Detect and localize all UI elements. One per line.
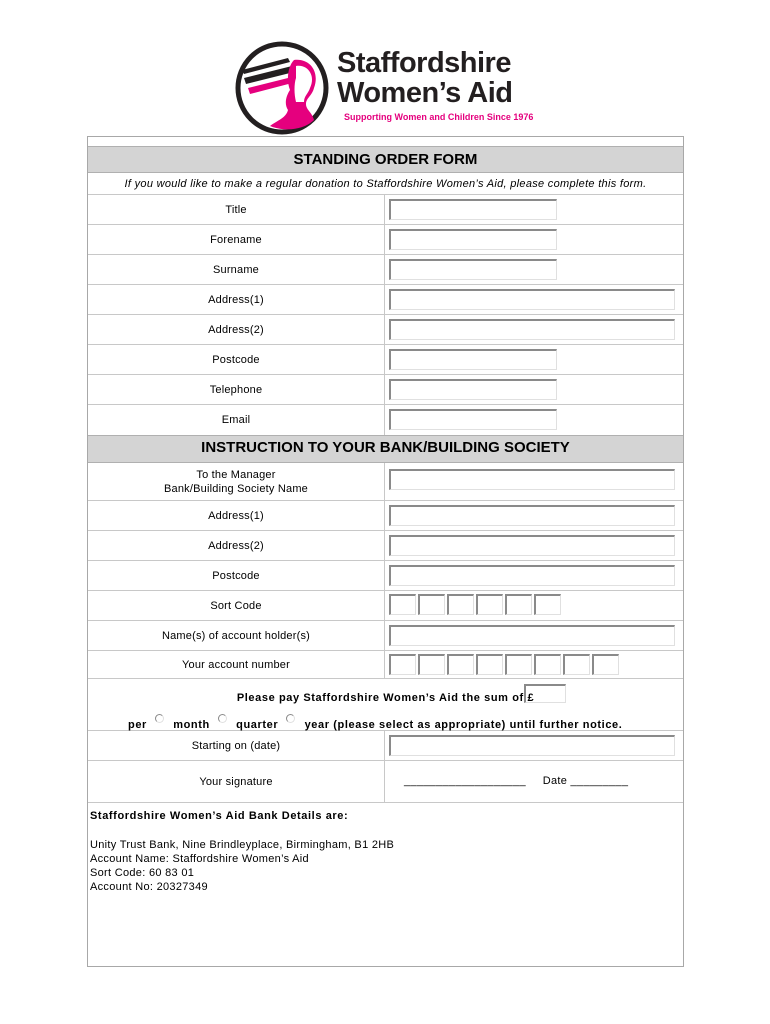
account-number-row: [88, 651, 683, 679]
starting-date-field[interactable]: [389, 735, 675, 756]
account-number-digit[interactable]: [563, 654, 590, 675]
email-field[interactable]: [389, 409, 557, 430]
quarter-label: quarter: [236, 719, 279, 731]
year-label: year (please select as appropriate) until further notice.: [304, 719, 623, 731]
bank-name-row: [88, 463, 683, 501]
bank-name-label-line1: To the Manager: [196, 468, 276, 481]
surname-label: Surname: [88, 255, 385, 284]
forename-label: Forename: [88, 225, 385, 254]
address2-row: [88, 315, 683, 345]
year-radio[interactable]: [286, 714, 295, 723]
standing-order-form: [87, 136, 684, 967]
account-number-label: Your account number: [88, 651, 385, 678]
bank-postcode-row: [88, 561, 683, 591]
sort-code-digit[interactable]: [476, 594, 503, 615]
surname-row: [88, 255, 683, 285]
telephone-row: [88, 375, 683, 405]
date-blank[interactable]: Date _________: [542, 775, 629, 787]
account-number-digit[interactable]: [447, 654, 474, 675]
bank-address2-field[interactable]: [389, 535, 675, 556]
signature-date-line: [404, 775, 628, 787]
account-holders-field[interactable]: [389, 625, 675, 646]
sort-code-digit[interactable]: [534, 594, 561, 615]
form-title: STANDING ORDER FORM: [88, 146, 683, 173]
sort-code-row: [88, 591, 683, 621]
bank-name-label-line2: Bank/Building Society Name: [164, 482, 308, 495]
bank-address1-label: Address(1): [88, 501, 385, 530]
bank-details: [90, 809, 394, 894]
sort-code-digit[interactable]: [418, 594, 445, 615]
account-number-digit[interactable]: [534, 654, 561, 675]
forename-row: [88, 225, 683, 255]
email-row: [88, 405, 683, 435]
forename-field[interactable]: [389, 229, 557, 250]
address1-field[interactable]: [389, 289, 675, 310]
title-row: [88, 195, 683, 225]
postcode-label: Postcode: [88, 345, 385, 374]
sort-code-digit[interactable]: [505, 594, 532, 615]
starting-date-row: [88, 731, 683, 761]
sort-code-boxes: [389, 594, 563, 615]
email-label: Email: [88, 405, 385, 435]
bank-details-account-no: Account No: 20327349: [90, 881, 208, 893]
per-label: per: [128, 719, 147, 731]
account-number-digit[interactable]: [418, 654, 445, 675]
bank-postcode-field[interactable]: [389, 565, 675, 586]
surname-field[interactable]: [389, 259, 557, 280]
signature-row: [88, 761, 683, 803]
logo-name-line2: Women’s Aid: [337, 77, 513, 109]
bank-address2-label: Address(2): [88, 531, 385, 560]
title-label: Title: [88, 195, 385, 224]
signature-label: Your signature: [88, 761, 385, 802]
sort-code-digit[interactable]: [389, 594, 416, 615]
account-number-digit[interactable]: [476, 654, 503, 675]
form-intro: If you would like to make a regular donation to Staffordshire Women’s Aid, please complete this form.: [88, 173, 683, 195]
account-number-digit[interactable]: [505, 654, 532, 675]
bank-postcode-label: Postcode: [88, 561, 385, 590]
telephone-field[interactable]: [389, 379, 557, 400]
address1-label: Address(1): [88, 285, 385, 314]
bank-details-account-name: Account Name: Staffordshire Women’s Aid: [90, 853, 309, 865]
address2-field[interactable]: [389, 319, 675, 340]
account-holders-row: [88, 621, 683, 651]
sort-code-label: Sort Code: [88, 591, 385, 620]
quarter-radio[interactable]: [218, 714, 227, 723]
payment-amount-text: Please pay Staffordshire Women’s Aid the sum of £: [236, 692, 535, 704]
payment-amount-field[interactable]: [524, 684, 566, 703]
logo-tagline: Supporting Women and Children Since 1976: [344, 112, 534, 122]
bank-details-bank: Unity Trust Bank, Nine Brindleyplace, Birmingham, B1 2HB: [90, 839, 395, 851]
payment-instruction: [88, 679, 683, 731]
logo-wordmark: [337, 48, 513, 108]
account-number-digit[interactable]: [389, 654, 416, 675]
postcode-field[interactable]: [389, 349, 557, 370]
bank-name-field[interactable]: [389, 469, 675, 490]
starting-date-label: Starting on (date): [88, 731, 385, 760]
bank-details-title: Staffordshire Women’s Aid Bank Details are:: [90, 810, 349, 822]
address1-row: [88, 285, 683, 315]
bank-address1-row: [88, 501, 683, 531]
payment-frequency: [128, 714, 622, 731]
bank-name-label: [88, 463, 385, 500]
sort-code-digit[interactable]: [447, 594, 474, 615]
address2-label: Address(2): [88, 315, 385, 344]
account-number-digit[interactable]: [592, 654, 619, 675]
logo-woman-silhouette-icon: [234, 40, 332, 135]
logo: [234, 40, 544, 135]
title-field[interactable]: [389, 199, 557, 220]
month-label: month: [173, 719, 210, 731]
signature-blank[interactable]: ___________________: [404, 775, 526, 787]
account-holders-label: Name(s) of account holder(s): [88, 621, 385, 650]
month-radio[interactable]: [155, 714, 164, 723]
account-number-boxes: [389, 654, 621, 675]
postcode-row: [88, 345, 683, 375]
bank-address2-row: [88, 531, 683, 561]
telephone-label: Telephone: [88, 375, 385, 404]
bank-instruction-header: INSTRUCTION TO YOUR BANK/BUILDING SOCIETY: [88, 435, 683, 463]
bank-details-sort-code: Sort Code: 60 83 01: [90, 867, 195, 879]
logo-name-line1: Staffordshire: [337, 47, 511, 79]
bank-address1-field[interactable]: [389, 505, 675, 526]
